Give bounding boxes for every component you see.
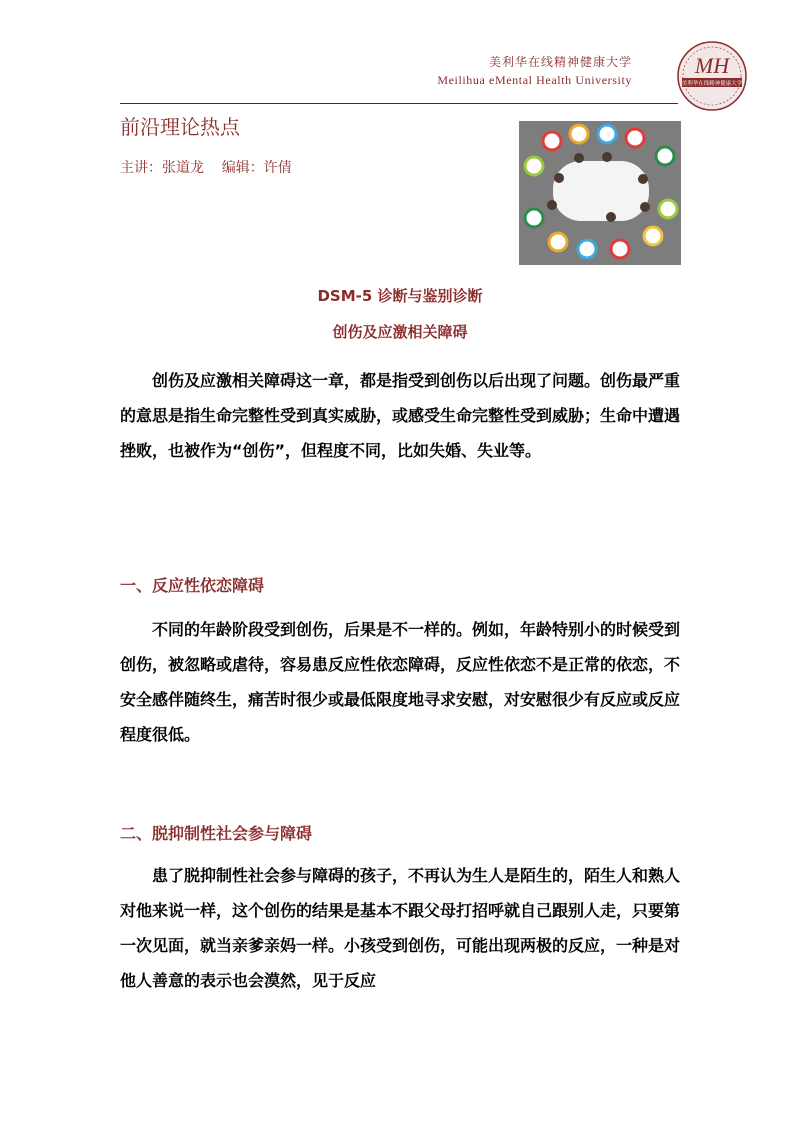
header-branding — [437, 54, 632, 88]
article-subtitle: 创伤及应激相关障碍 — [332, 323, 468, 341]
byline: 主讲：张道龙 编辑：许倩 — [120, 160, 292, 176]
section-1-paragraph: 不同的年龄阶段受到创伤，后果是不一样的。例如，年龄特别小的时候受到创伤，被忽略或虐待，容易患反应性依恋障碍，反应性依恋不是正常的依恋，不安全感伴随终生，痛苦时很少或最低限度地寻求安慰，对安慰很少有反应或反应程度很低。 — [120, 620, 681, 744]
section-2-paragraph: 患了脱抑制性社会参与障碍的孩子，不再认为生人是陌生的，陌生人和熟人对他来说一样，这个创伤的结果是基本不跟父母打招呼就自己跟别人走，只要第一次见面，就当亲爹亲妈一样。小孩受到创伤，可能出现两极的反应，一种是对他人善意的表示也会漠然，见于反应 — [120, 866, 681, 990]
university-name-en: Meilihua eMental Health University — [437, 73, 632, 87]
university-name-cn: 美利华在线精神健康大学 — [488, 55, 632, 69]
header-rule — [120, 103, 678, 104]
meeting-table-illustration — [519, 121, 681, 265]
logo-subtext: 美利华在线精神健康大学 — [681, 81, 743, 87]
intro-paragraph: 创伤及应激相关障碍这一章，都是指受到创伤以后出现了问题。创伤最严重的意思是指生命完整性受到真实威胁，或感受生命完整性受到威胁；生命中遭遇挫败，也被作为“创伤”，但程度不同，比如失婚、失业等。 — [120, 371, 681, 460]
column-title: 前沿理论热点 — [120, 115, 240, 139]
section-heading-1: 一、反应性依恋障碍 — [120, 576, 265, 595]
university-logo — [676, 40, 748, 112]
logo-mark: MH — [694, 53, 730, 78]
article-title: DSM-5 诊断与鉴别诊断 — [317, 287, 483, 305]
section-heading-2: 二、脱抑制性社会参与障碍 — [120, 824, 313, 843]
